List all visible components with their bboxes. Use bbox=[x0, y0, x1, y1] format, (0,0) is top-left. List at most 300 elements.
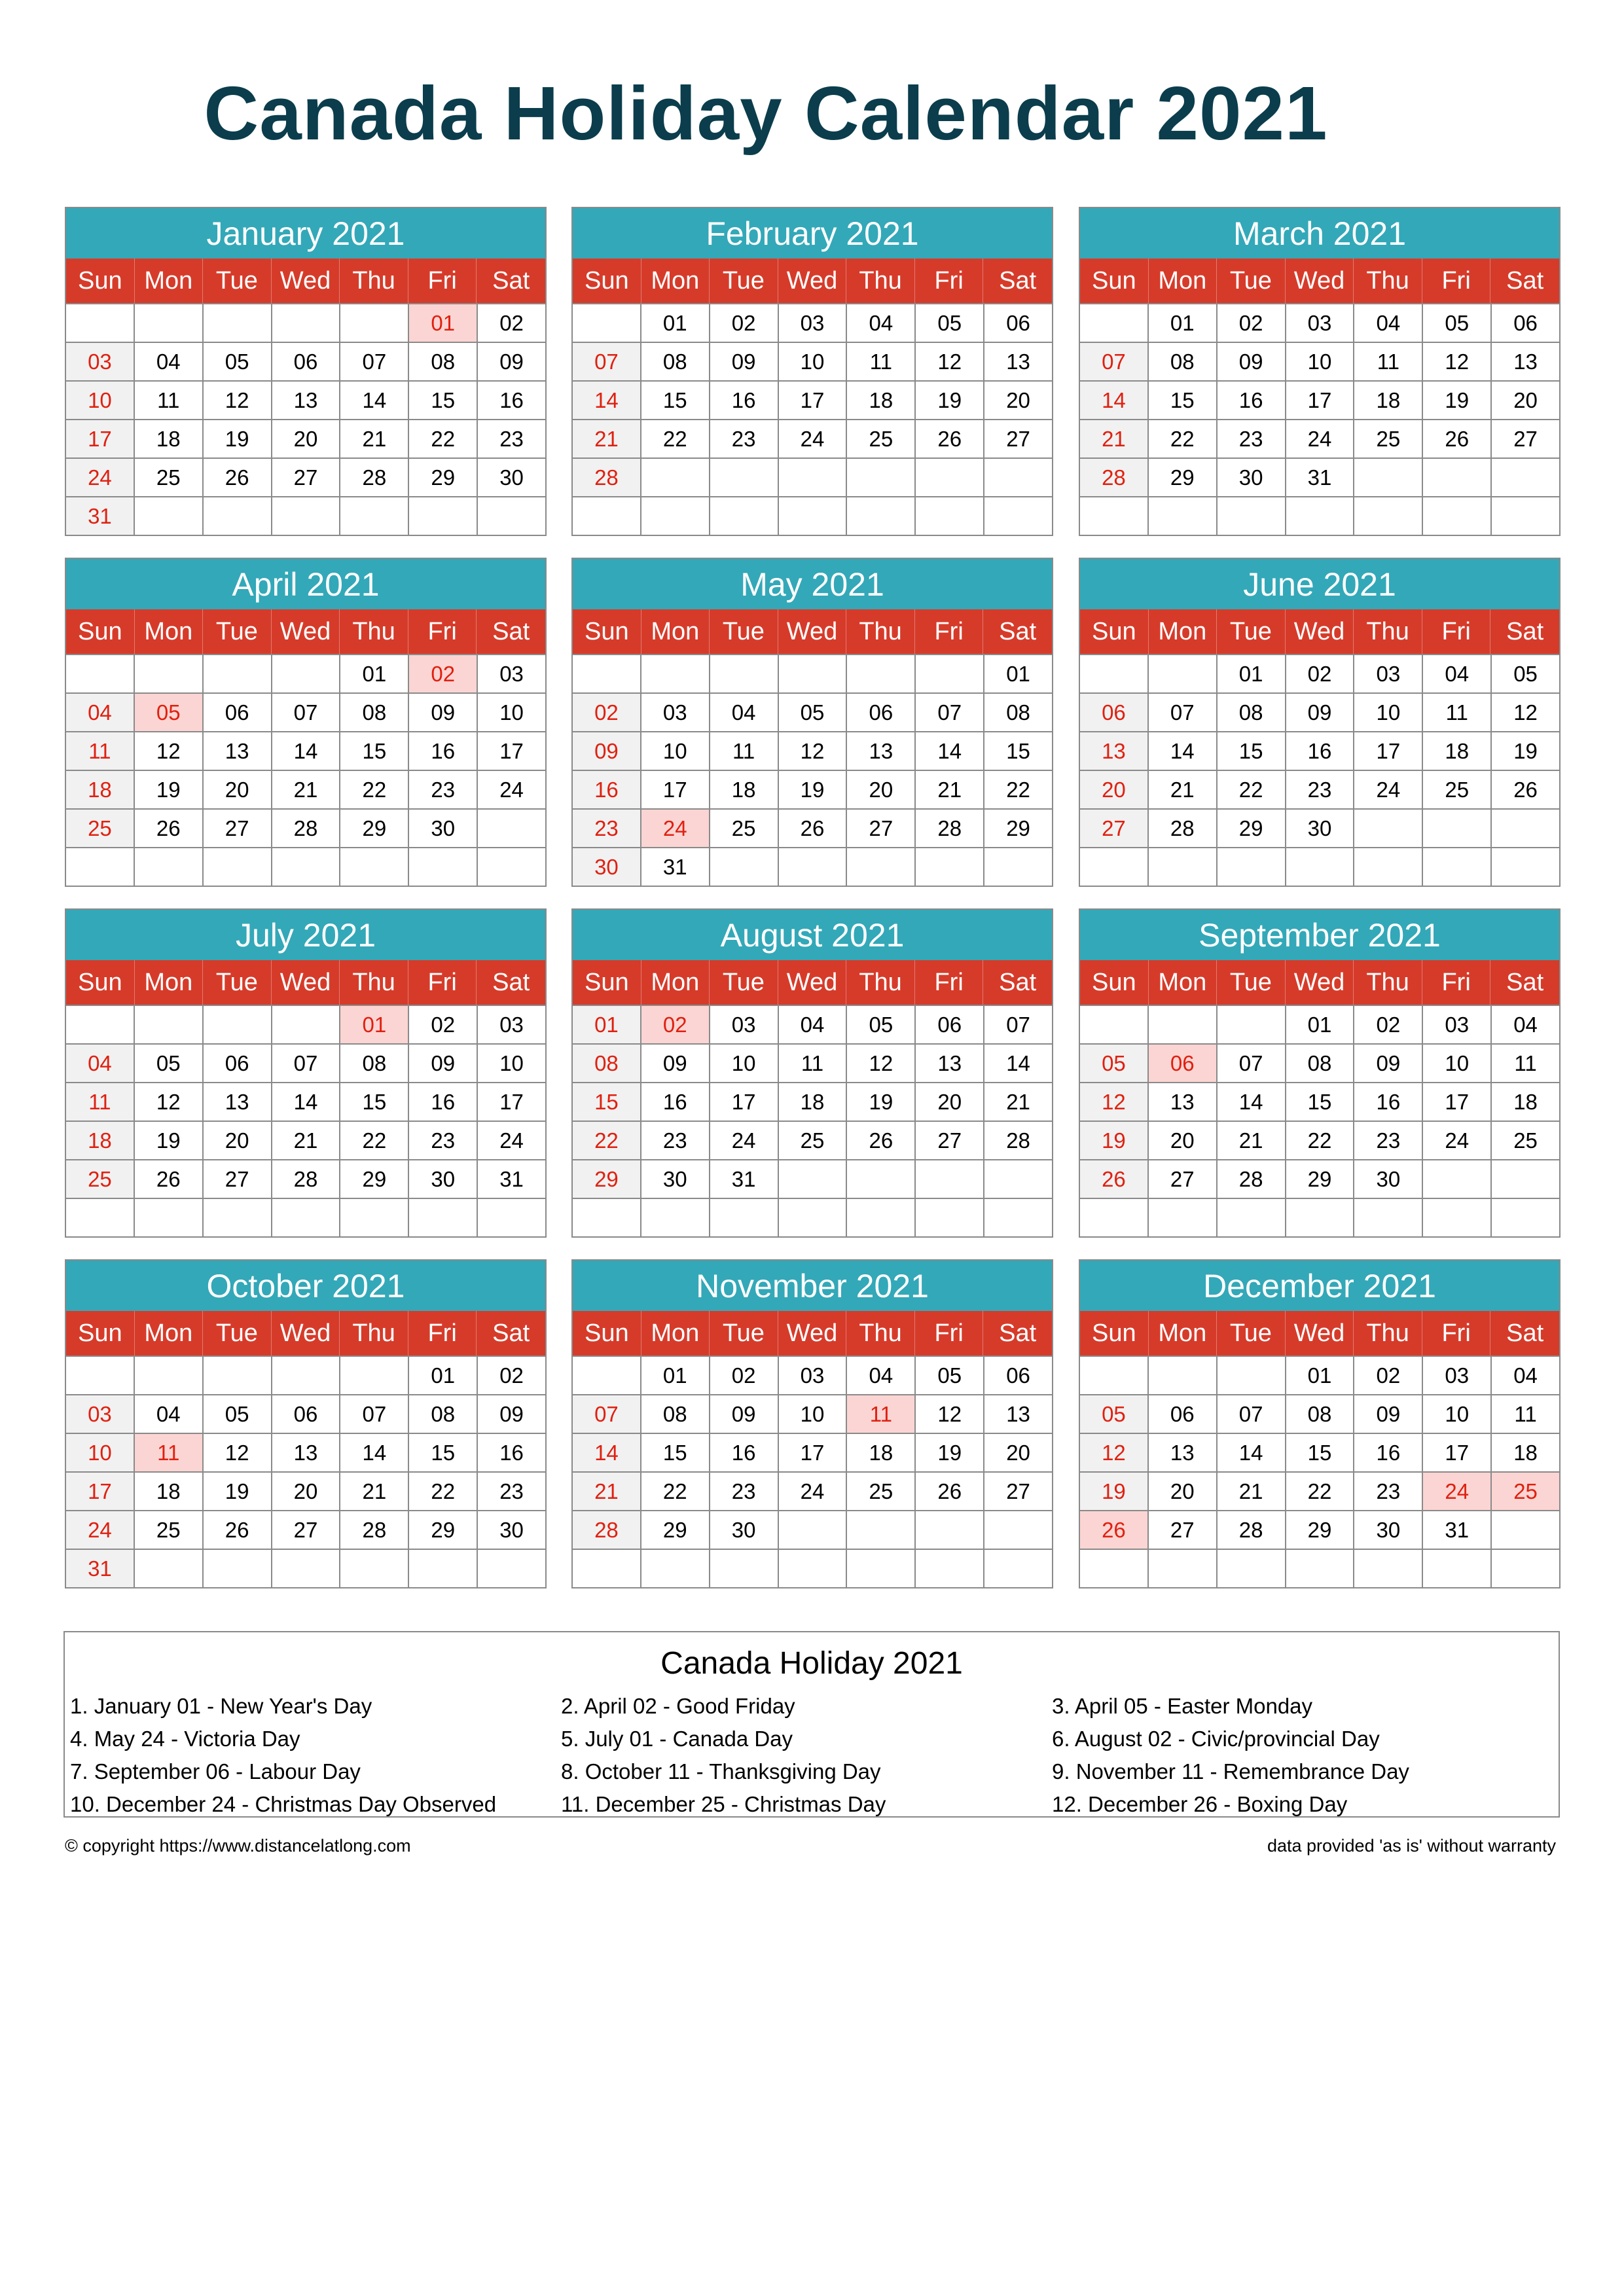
day-cell: 18 bbox=[847, 380, 916, 419]
day-cell: 22 bbox=[573, 1121, 641, 1159]
weekday-label: Fri bbox=[408, 1311, 477, 1355]
day-cell: 01 bbox=[1218, 654, 1286, 692]
holiday-day-cell: 24 bbox=[641, 808, 710, 847]
day-cell: 06 bbox=[1149, 1394, 1218, 1433]
weekday-label: Sun bbox=[573, 1311, 641, 1355]
day-cell: 10 bbox=[66, 380, 135, 419]
weekday-label: Fri bbox=[915, 609, 984, 654]
weekday-header bbox=[1079, 609, 1561, 654]
day-cell: 04 bbox=[135, 342, 204, 380]
day-cell: 16 bbox=[409, 1082, 478, 1121]
month-calendar bbox=[1079, 558, 1561, 887]
day-cell: 20 bbox=[1492, 380, 1561, 419]
month-title: May 2021 bbox=[571, 558, 1053, 609]
day-cell: 05 bbox=[1423, 303, 1492, 342]
day-cell: 17 bbox=[641, 770, 710, 808]
day-cell: 09 bbox=[710, 342, 779, 380]
day-cell: 16 bbox=[710, 380, 779, 419]
day-cell: 11 bbox=[66, 1082, 135, 1121]
empty-day-cell bbox=[641, 1198, 710, 1236]
weekday-label: Mon bbox=[1149, 1311, 1218, 1355]
day-cell: 29 bbox=[1149, 457, 1218, 496]
day-cell: 10 bbox=[478, 692, 547, 731]
month-title: March 2021 bbox=[1079, 207, 1561, 259]
day-cell: 17 bbox=[1423, 1082, 1492, 1121]
day-cell: 18 bbox=[1423, 731, 1492, 770]
day-cell: 22 bbox=[1149, 419, 1218, 457]
day-cell: 23 bbox=[1354, 1471, 1423, 1510]
day-cell: 01 bbox=[1286, 1355, 1355, 1394]
day-cell: 28 bbox=[984, 1121, 1053, 1159]
day-cell: 09 bbox=[1218, 342, 1286, 380]
day-grid bbox=[65, 1005, 547, 1238]
day-cell: 16 bbox=[641, 1082, 710, 1121]
weekday-label: Tue bbox=[203, 259, 272, 303]
day-cell: 28 bbox=[573, 457, 641, 496]
month-title: July 2021 bbox=[65, 908, 547, 960]
empty-day-cell bbox=[710, 847, 779, 886]
empty-day-cell bbox=[1286, 1549, 1355, 1587]
empty-day-cell bbox=[272, 496, 341, 535]
day-cell: 28 bbox=[916, 808, 984, 847]
day-cell: 31 bbox=[66, 496, 135, 535]
day-cell: 25 bbox=[779, 1121, 848, 1159]
day-cell: 08 bbox=[340, 1043, 409, 1082]
day-cell: 21 bbox=[916, 770, 984, 808]
empty-day-cell bbox=[779, 654, 848, 692]
empty-day-cell bbox=[984, 1549, 1053, 1587]
day-cell: 01 bbox=[641, 1355, 710, 1394]
day-cell: 24 bbox=[1354, 770, 1423, 808]
day-cell: 29 bbox=[1218, 808, 1286, 847]
empty-day-cell bbox=[779, 1549, 848, 1587]
day-cell: 26 bbox=[847, 1121, 916, 1159]
day-cell: 13 bbox=[1492, 342, 1561, 380]
day-cell: 17 bbox=[779, 1433, 848, 1471]
weekday-label: Sat bbox=[999, 618, 1037, 645]
day-cell: 04 bbox=[66, 1043, 135, 1082]
day-cell: 12 bbox=[779, 731, 848, 770]
day-cell: 06 bbox=[204, 692, 272, 731]
day-cell: 03 bbox=[66, 1394, 135, 1433]
day-cell: 21 bbox=[984, 1082, 1053, 1121]
day-cell: 25 bbox=[1354, 419, 1423, 457]
weekday-label: Tue bbox=[710, 1311, 778, 1355]
disclaimer-text: data provided 'as is' without warranty bbox=[1267, 1836, 1556, 1856]
day-cell: 02 bbox=[710, 303, 779, 342]
day-cell: 19 bbox=[204, 419, 272, 457]
empty-day-cell bbox=[478, 808, 547, 847]
day-cell: 09 bbox=[1354, 1394, 1423, 1433]
empty-day-cell bbox=[135, 1005, 204, 1043]
day-cell: 16 bbox=[1218, 380, 1286, 419]
month-calendar bbox=[571, 207, 1053, 536]
weekday-header bbox=[65, 1311, 547, 1355]
empty-day-cell bbox=[779, 1510, 848, 1549]
day-cell: 10 bbox=[710, 1043, 779, 1082]
day-cell: 13 bbox=[204, 731, 272, 770]
day-cell: 26 bbox=[135, 808, 204, 847]
day-cell: 14 bbox=[1080, 380, 1149, 419]
legend-item: 5. July 01 - Canada Day bbox=[561, 1727, 793, 1751]
day-cell: 07 bbox=[340, 342, 409, 380]
empty-day-cell bbox=[641, 457, 710, 496]
day-grid bbox=[65, 654, 547, 887]
holiday-day-cell: 05 bbox=[135, 692, 204, 731]
empty-day-cell bbox=[204, 496, 272, 535]
day-cell: 07 bbox=[1149, 692, 1218, 731]
day-cell: 29 bbox=[984, 808, 1053, 847]
day-cell: 27 bbox=[204, 1159, 272, 1198]
day-cell: 20 bbox=[272, 419, 341, 457]
legend-item: 10. December 24 - Christmas Day Observed bbox=[70, 1792, 497, 1816]
day-cell: 13 bbox=[916, 1043, 984, 1082]
weekday-header bbox=[65, 960, 547, 1005]
empty-day-cell bbox=[710, 1198, 779, 1236]
empty-day-cell bbox=[847, 1198, 916, 1236]
legend-item: 11. December 25 - Christmas Day bbox=[561, 1792, 886, 1816]
day-cell: 15 bbox=[1286, 1433, 1355, 1471]
day-cell: 24 bbox=[66, 1510, 135, 1549]
month-calendar bbox=[1079, 207, 1561, 536]
weekday-label: Mon bbox=[135, 1311, 204, 1355]
empty-day-cell bbox=[984, 1159, 1053, 1198]
day-cell: 03 bbox=[779, 1355, 848, 1394]
day-cell: 23 bbox=[641, 1121, 710, 1159]
empty-day-cell bbox=[916, 1549, 984, 1587]
day-cell: 22 bbox=[409, 419, 478, 457]
empty-day-cell bbox=[66, 1355, 135, 1394]
day-cell: 28 bbox=[272, 1159, 341, 1198]
day-cell: 05 bbox=[1492, 654, 1561, 692]
empty-day-cell bbox=[1149, 1198, 1218, 1236]
day-cell: 01 bbox=[1286, 1005, 1355, 1043]
day-cell: 27 bbox=[204, 808, 272, 847]
day-cell: 04 bbox=[66, 692, 135, 731]
empty-day-cell bbox=[1149, 496, 1218, 535]
day-cell: 23 bbox=[409, 770, 478, 808]
legend-item: 4. May 24 - Victoria Day bbox=[70, 1727, 300, 1751]
day-cell: 12 bbox=[916, 342, 984, 380]
holiday-day-cell: 11 bbox=[135, 1433, 204, 1471]
day-cell: 03 bbox=[710, 1005, 779, 1043]
day-cell: 07 bbox=[1080, 342, 1149, 380]
weekday-label: Fri bbox=[915, 259, 984, 303]
day-cell: 04 bbox=[847, 303, 916, 342]
day-cell: 27 bbox=[984, 1471, 1053, 1510]
weekday-label: Sun bbox=[573, 960, 641, 1005]
day-cell: 30 bbox=[1218, 457, 1286, 496]
day-cell: 12 bbox=[204, 380, 272, 419]
day-cell: 10 bbox=[66, 1433, 135, 1471]
month-calendar bbox=[1079, 1259, 1561, 1588]
day-cell: 17 bbox=[66, 419, 135, 457]
day-cell: 24 bbox=[66, 457, 135, 496]
day-cell: 21 bbox=[340, 419, 409, 457]
page-title: Canada Holiday Calendar 2021 bbox=[204, 71, 1328, 156]
empty-day-cell bbox=[1218, 1355, 1286, 1394]
month-calendar bbox=[571, 558, 1053, 887]
day-cell: 28 bbox=[272, 808, 341, 847]
day-cell: 18 bbox=[135, 419, 204, 457]
day-cell: 20 bbox=[1149, 1121, 1218, 1159]
weekday-label: Sun bbox=[573, 259, 641, 303]
day-cell: 08 bbox=[1286, 1394, 1355, 1433]
empty-day-cell bbox=[779, 1159, 848, 1198]
day-cell: 30 bbox=[710, 1510, 779, 1549]
weekday-header bbox=[571, 960, 1053, 1005]
day-cell: 10 bbox=[1423, 1394, 1492, 1433]
weekday-label: Thu bbox=[340, 609, 408, 654]
day-cell: 03 bbox=[66, 342, 135, 380]
day-cell: 06 bbox=[984, 303, 1053, 342]
day-cell: 13 bbox=[272, 380, 341, 419]
empty-day-cell bbox=[340, 496, 409, 535]
day-cell: 25 bbox=[66, 1159, 135, 1198]
day-cell: 03 bbox=[1423, 1355, 1492, 1394]
day-cell: 08 bbox=[984, 692, 1053, 731]
day-cell: 08 bbox=[1286, 1043, 1355, 1082]
day-cell: 22 bbox=[1218, 770, 1286, 808]
day-cell: 14 bbox=[984, 1043, 1053, 1082]
day-cell: 12 bbox=[916, 1394, 984, 1433]
weekday-label: Mon bbox=[1149, 259, 1218, 303]
day-cell: 16 bbox=[1354, 1433, 1423, 1471]
day-cell: 07 bbox=[272, 692, 341, 731]
day-cell: 13 bbox=[847, 731, 916, 770]
day-cell: 07 bbox=[1218, 1043, 1286, 1082]
weekday-label: Sun bbox=[1080, 1311, 1149, 1355]
day-cell: 05 bbox=[204, 1394, 272, 1433]
day-cell: 04 bbox=[1423, 654, 1492, 692]
day-cell: 03 bbox=[1354, 654, 1423, 692]
day-cell: 20 bbox=[204, 1121, 272, 1159]
weekday-label: Tue bbox=[710, 960, 778, 1005]
empty-day-cell bbox=[916, 457, 984, 496]
day-cell: 22 bbox=[340, 1121, 409, 1159]
day-cell: 12 bbox=[1080, 1082, 1149, 1121]
day-cell: 28 bbox=[1149, 808, 1218, 847]
empty-day-cell bbox=[916, 847, 984, 886]
empty-day-cell bbox=[573, 303, 641, 342]
day-cell: 14 bbox=[573, 380, 641, 419]
legend-item: 2. April 02 - Good Friday bbox=[561, 1694, 795, 1718]
day-cell: 14 bbox=[1149, 731, 1218, 770]
empty-day-cell bbox=[272, 303, 341, 342]
empty-day-cell bbox=[1492, 1159, 1561, 1198]
empty-day-cell bbox=[779, 496, 848, 535]
day-cell: 15 bbox=[1149, 380, 1218, 419]
day-cell: 01 bbox=[409, 1355, 478, 1394]
month-calendar bbox=[571, 1259, 1053, 1588]
day-cell: 15 bbox=[641, 380, 710, 419]
day-cell: 03 bbox=[641, 692, 710, 731]
day-cell: 10 bbox=[779, 1394, 848, 1433]
day-cell: 29 bbox=[340, 1159, 409, 1198]
empty-day-cell bbox=[573, 1549, 641, 1587]
empty-day-cell bbox=[984, 1510, 1053, 1549]
weekday-label: Sat bbox=[1506, 267, 1544, 295]
weekday-label: Sun bbox=[1080, 960, 1149, 1005]
day-cell: 28 bbox=[1218, 1510, 1286, 1549]
weekday-label: Wed bbox=[778, 259, 847, 303]
legend-item: 12. December 26 - Boxing Day bbox=[1052, 1792, 1348, 1816]
day-cell: 27 bbox=[272, 457, 341, 496]
day-cell: 26 bbox=[1492, 770, 1561, 808]
legend-item: 8. October 11 - Thanksgiving Day bbox=[561, 1759, 881, 1784]
empty-day-cell bbox=[272, 1198, 341, 1236]
day-cell: 19 bbox=[1080, 1471, 1149, 1510]
empty-day-cell bbox=[847, 1549, 916, 1587]
day-cell: 12 bbox=[847, 1043, 916, 1082]
day-cell: 19 bbox=[135, 770, 204, 808]
weekday-label: Mon bbox=[641, 609, 710, 654]
day-cell: 24 bbox=[478, 770, 547, 808]
day-cell: 31 bbox=[66, 1549, 135, 1587]
day-cell: 26 bbox=[916, 419, 984, 457]
day-cell: 04 bbox=[1492, 1005, 1561, 1043]
day-cell: 19 bbox=[1080, 1121, 1149, 1159]
day-cell: 31 bbox=[1286, 457, 1355, 496]
weekday-label: Wed bbox=[272, 1311, 340, 1355]
empty-day-cell bbox=[478, 847, 547, 886]
day-cell: 31 bbox=[478, 1159, 547, 1198]
day-cell: 14 bbox=[340, 1433, 409, 1471]
day-cell: 11 bbox=[1492, 1043, 1561, 1082]
day-cell: 08 bbox=[641, 1394, 710, 1433]
empty-day-cell bbox=[1423, 1549, 1492, 1587]
weekday-label: Wed bbox=[1286, 960, 1354, 1005]
empty-day-cell bbox=[340, 1198, 409, 1236]
day-cell: 05 bbox=[916, 1355, 984, 1394]
empty-day-cell bbox=[1080, 1005, 1149, 1043]
day-cell: 14 bbox=[1218, 1433, 1286, 1471]
empty-day-cell bbox=[641, 1549, 710, 1587]
day-cell: 12 bbox=[1423, 342, 1492, 380]
day-cell: 18 bbox=[66, 770, 135, 808]
empty-day-cell bbox=[1423, 808, 1492, 847]
weekday-label: Sun bbox=[66, 609, 135, 654]
empty-day-cell bbox=[847, 847, 916, 886]
month-calendar bbox=[65, 558, 547, 887]
empty-day-cell bbox=[1149, 1005, 1218, 1043]
day-cell: 22 bbox=[409, 1471, 478, 1510]
weekday-label: Thu bbox=[846, 960, 915, 1005]
day-cell: 03 bbox=[1423, 1005, 1492, 1043]
empty-day-cell bbox=[1286, 496, 1355, 535]
day-cell: 30 bbox=[573, 847, 641, 886]
weekday-label: Thu bbox=[846, 259, 915, 303]
day-cell: 18 bbox=[66, 1121, 135, 1159]
empty-day-cell bbox=[847, 1159, 916, 1198]
empty-day-cell bbox=[340, 303, 409, 342]
day-cell: 23 bbox=[409, 1121, 478, 1159]
day-cell: 07 bbox=[1218, 1394, 1286, 1433]
day-cell: 08 bbox=[641, 342, 710, 380]
day-cell: 14 bbox=[573, 1433, 641, 1471]
day-cell: 03 bbox=[779, 303, 848, 342]
empty-day-cell bbox=[1492, 1510, 1561, 1549]
weekday-label: Fri bbox=[408, 609, 477, 654]
empty-day-cell bbox=[272, 1355, 341, 1394]
day-cell: 16 bbox=[478, 380, 547, 419]
day-cell: 10 bbox=[1354, 692, 1423, 731]
legend-item: 6. August 02 - Civic/provincial Day bbox=[1052, 1727, 1380, 1751]
weekday-label: Mon bbox=[135, 259, 204, 303]
empty-day-cell bbox=[1080, 654, 1149, 692]
legend-item: 7. September 06 - Labour Day bbox=[70, 1759, 361, 1784]
day-cell: 30 bbox=[478, 457, 547, 496]
day-cell: 26 bbox=[204, 457, 272, 496]
weekday-label: Thu bbox=[1354, 960, 1422, 1005]
weekday-header bbox=[571, 609, 1053, 654]
day-cell: 04 bbox=[1492, 1355, 1561, 1394]
weekday-label: Sat bbox=[999, 267, 1037, 295]
empty-day-cell bbox=[1354, 847, 1423, 886]
empty-day-cell bbox=[984, 457, 1053, 496]
day-cell: 20 bbox=[984, 380, 1053, 419]
day-cell: 10 bbox=[1423, 1043, 1492, 1082]
day-cell: 18 bbox=[135, 1471, 204, 1510]
empty-day-cell bbox=[1149, 1549, 1218, 1587]
empty-day-cell bbox=[916, 1198, 984, 1236]
month-title: August 2021 bbox=[571, 908, 1053, 960]
empty-day-cell bbox=[478, 496, 547, 535]
day-cell: 12 bbox=[135, 731, 204, 770]
day-cell: 16 bbox=[1354, 1082, 1423, 1121]
day-cell: 31 bbox=[641, 847, 710, 886]
empty-day-cell bbox=[204, 303, 272, 342]
day-cell: 03 bbox=[1286, 303, 1355, 342]
day-cell: 21 bbox=[1149, 770, 1218, 808]
empty-day-cell bbox=[984, 847, 1053, 886]
weekday-label: Mon bbox=[641, 1311, 710, 1355]
day-grid bbox=[1079, 1355, 1561, 1588]
day-cell: 14 bbox=[272, 731, 341, 770]
empty-day-cell bbox=[1492, 496, 1561, 535]
empty-day-cell bbox=[1080, 847, 1149, 886]
holiday-day-cell: 11 bbox=[847, 1394, 916, 1433]
day-cell: 03 bbox=[478, 654, 547, 692]
empty-day-cell bbox=[1492, 1198, 1561, 1236]
weekday-label: Sat bbox=[492, 1319, 530, 1347]
day-cell: 06 bbox=[1080, 692, 1149, 731]
weekday-label: Thu bbox=[340, 960, 408, 1005]
month-calendar bbox=[65, 1259, 547, 1588]
empty-day-cell bbox=[641, 496, 710, 535]
day-cell: 27 bbox=[1080, 808, 1149, 847]
day-cell: 28 bbox=[573, 1510, 641, 1549]
empty-day-cell bbox=[779, 1198, 848, 1236]
day-cell: 14 bbox=[1218, 1082, 1286, 1121]
empty-day-cell bbox=[573, 654, 641, 692]
day-cell: 29 bbox=[340, 808, 409, 847]
day-grid bbox=[1079, 654, 1561, 887]
day-cell: 18 bbox=[1354, 380, 1423, 419]
day-cell: 16 bbox=[478, 1433, 547, 1471]
weekday-label: Fri bbox=[1422, 609, 1491, 654]
day-cell: 06 bbox=[916, 1005, 984, 1043]
empty-day-cell bbox=[1423, 1159, 1492, 1198]
day-cell: 26 bbox=[204, 1510, 272, 1549]
day-cell: 28 bbox=[1218, 1159, 1286, 1198]
day-cell: 21 bbox=[573, 419, 641, 457]
day-cell: 24 bbox=[710, 1121, 779, 1159]
legend-list bbox=[65, 1690, 1559, 1821]
empty-day-cell bbox=[916, 1159, 984, 1198]
weekday-label: Sat bbox=[492, 969, 530, 996]
empty-day-cell bbox=[1423, 496, 1492, 535]
